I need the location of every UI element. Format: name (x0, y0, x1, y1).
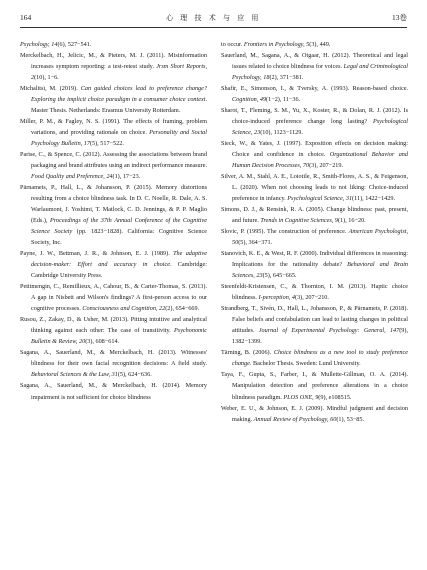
reference-entry: Rusou, Z., Zakay, D., & Usher, M. (2013). Pitting intuitive and analytical thinking against each other: The case of transitivity. Psychonomic Bulletin & Review, 20(3), 608−614. (20, 316, 207, 346)
reference-entry: Michalitsi, M. (2019). Can guided choices lead to preference change? Exploring the implicit choice paradigm in a consumer choice context. Master Thesis. Netherlands: Erasmus University Rotterdam. (20, 85, 207, 115)
reference-entry: Shafir, E., Simonson, I., & Tversky, A. (1993). Reason-based choice. Cognition, 49(1−2), 11−36. (221, 85, 408, 104)
reference-entry: Sieck, W., & Yates, J. (1997). Exposition effects on decision making: Choice and confidence in choice. Organizational Behavior and Human Decision Processes, 70(3), 207−219. (221, 140, 408, 170)
header-rule (20, 27, 407, 28)
volume-label: 13卷 (392, 13, 407, 22)
reference-entry: Sauerland, M., Sagana, A., & Otgaar, H. (2012). Theoretical and legal issues related to choice blindness for voices. Legal and Criminological Psychology, 18(2), 371−381. (221, 52, 408, 82)
reference-entry: Parise, C., & Spence, C. (2012). Assessing the associations between brand packaging and brand attributes using an indirect performance measure. Food Quality and Preference, 24(1), 17−23. (20, 151, 207, 181)
reference-entry: Merckelbach, H., Jelicic, M., & Pieters, M. J. (2011). Misinformation increases symptom reporting: a test-retest study. Jrsm Short Reports, 2(10), 1−6. (20, 52, 207, 82)
reference-entry: Steenfeldt-Kristensen, C., & Thornton, I. M. (2013). Haptic choice blindness. I-perception, 4(3), 207−210. (221, 283, 408, 302)
running-header (20, 11, 407, 25)
reference-entry: Pärnamets, P., Hall, L., & Johansson, P. (2015). Memory distortions resulting from a choice blindness task. In D. C. Noelle, R. Dale, A. S. Warlaumont, J. Yoshimi, T. Matlock, C. D. Jennings, & P. P. Maglio (Eds.), Proceedings of the 37th Annual Conference of the Cognitive Science Society (pp. 1823−1828). California: Cognitive Science Society, Inc. (20, 184, 207, 247)
reference-entry: Strandberg, T., Sivén, D., Hall, L., Johansson, P., & Pärnamets, P. (2018). False beliefs and confabulation can lead to lasting changes in political attitudes. Journal of Experimental Psychology: General, 147(9), 1382−1399. (221, 305, 408, 346)
references-right-column (221, 39, 408, 425)
reference-entry: Simons, D. J., & Rensink, R. A. (2005). Change blindness: past, present, and future. Trends in Cognitive Sciences, 9(1), 16−20. (221, 206, 408, 225)
reference-entry: Tärning, B. (2006). Choice blindness as a new tool to study preference change. Bachelor Thesis. Sweden: Lund University. (221, 349, 408, 368)
reference-entry: Sagana, A., Sauerland, M., & Merckelbach, H. (2013). Witnesses' blindness for their own facial recognition decisions: A field study. Behavioral Sciences & the Law, 31(5), 624−636. (20, 349, 207, 379)
reference-entry: Payne, J. W., Bettman, J. R., & Johnson, E. J. (1989). The adaptive decision-maker: Effort and accuracy in choice. Cambridge: Cambridge University Press. (20, 250, 208, 280)
reference-entry: Sharot, T., Fleming, S. M., Yu, X., Koster, R., & Dolan, R. J. (2012). Is choice-induced preference change long lasting? Psychological Science, 23(10), 1123−1129. (221, 107, 408, 137)
reference-entry: Sagana, A., Sauerland, M., & Merckelbach, H. (2014). Memory impairment is not sufficient for choice blindness (20, 382, 207, 401)
reference-entry: Stanovich, K. E., & West, R. F. (2000). Individual differences in reasoning: Implications for the rationality debate? Behavioral and Brain Sciences, 23(5), 645−665. (221, 250, 409, 280)
page-number: 164 (20, 13, 32, 22)
reference-entry: Psychology, 14(6), 527−541. (20, 41, 92, 48)
reference-entry: Slovic, P. (1995). The construction of preference. American Psychologist, 50(5), 364−371. (221, 228, 408, 247)
journal-title: 心 理 技 术 与 应 用 (166, 14, 261, 22)
reference-entry: Petitmengin, C., Remillieux, A., Cahour, B., & Carter-Thomas, S. (2013). A gap in Nisbett and Wilson's findings? A first-person access to our cognitive processes. Consciousness and Cognition, 22(2), 654−669. (20, 283, 207, 313)
reference-entry: Weber, E. U., & Johnson, E. J. (2009). Mindful judgment and decision making. Annual Review of Psychology, 60(1), 53−85. (221, 404, 408, 423)
reference-entry: Taya, F., Gupta, S., Farber, I., & Mullette-Gillman, O. A. (2014). Manipulation detection and preference alterations in a choice blindness paradigm. PLOS ONE, 9(9), e108515. (221, 371, 408, 401)
reference-entry: to occur. Frontiers in Psychology, 5(3), 449. (221, 41, 331, 48)
reference-entry: Miller, P. M., & Fagley, N. S. (1991). The effects of framing, problem variations, and providing rationale on choice. Personality and Social Psychology Bulletin, 17(5), 517−522. (20, 118, 207, 148)
reference-entry: Silver, A. M., Stahl, A. E., Loiotile, R., Smith-Flores, A. S., & Feigenson, L. (2020). When not choosing leads to not liking: Choice-induced preference in infancy. Psychological Science, 31(11), 1422−1429. (221, 173, 408, 203)
references-left-column (20, 39, 207, 403)
